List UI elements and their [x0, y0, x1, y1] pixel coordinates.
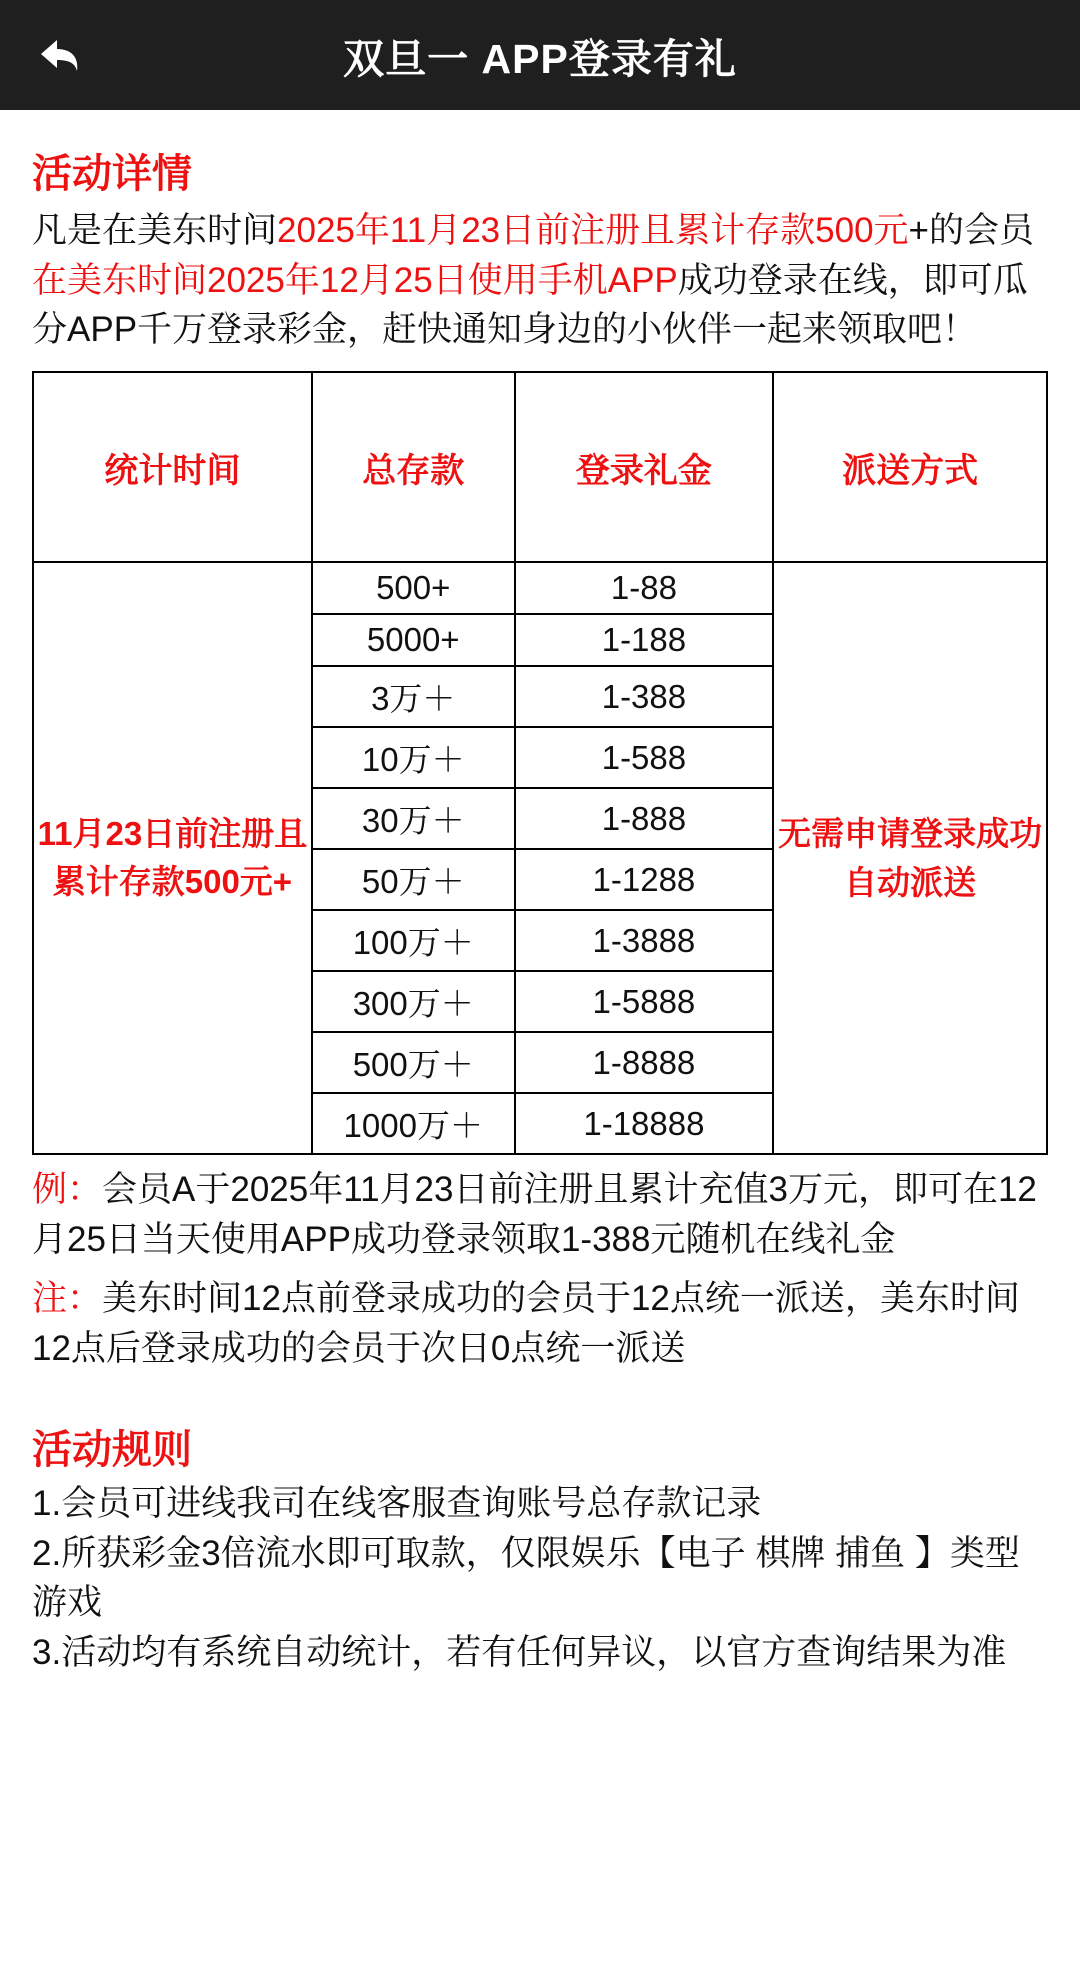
cell-deposit: 3万＋: [312, 666, 515, 727]
table-header-stat-time: 统计时间: [33, 372, 312, 562]
details-part-1: 2025年11月23日前注册且累计存款500元: [277, 211, 909, 250]
back-arrow-icon: [33, 27, 89, 83]
details-part-2: +的会员: [908, 211, 1034, 250]
cell-gift: 1-5888: [515, 971, 774, 1032]
example-label: 例：: [32, 1170, 103, 1210]
example-text: 会员A于2025年11月23日前注册且累计充值3万元，即可在12月25日当天使用APP成功登录领取1-388元随机在线礼金: [32, 1170, 1037, 1259]
rule-item-2: 2.所获彩金3倍流水即可取款，仅限娱乐【电子 棋牌 捕鱼 】类型游戏: [32, 1533, 1020, 1623]
remark-text: 美东时间12点前登录成功的会员于12点统一派送，美东时间12点后登录成功的会员于次日0点统一派送: [32, 1279, 1020, 1369]
table-header-deposit: 总存款: [312, 372, 515, 562]
page-content: [0, 110, 1080, 1718]
cell-stat-time: 11月23日前注册且累计存款500元+: [33, 562, 312, 1154]
rule-item-1: 1.会员可进线我司在线客服查询账号总存款记录: [32, 1483, 762, 1523]
cell-deposit: 100万＋: [312, 910, 515, 971]
cell-deposit: 500万＋: [312, 1032, 515, 1093]
cell-gift: 1-1288: [515, 849, 774, 910]
rule-item-3: 3.活动均有系统自动统计，若有任何异议，以官方查询结果为准: [32, 1632, 1007, 1672]
cell-gift: 1-588: [515, 727, 774, 788]
cell-gift: 1-188: [515, 614, 774, 666]
cell-send-method: 无需申请登录成功自动派送: [773, 562, 1047, 1154]
app-header: [0, 0, 1080, 110]
cell-deposit: 1000万＋: [312, 1093, 515, 1154]
cell-gift: 1-388: [515, 666, 774, 727]
cell-gift: 1-3888: [515, 910, 774, 971]
details-part-4: 成功登录在线，即可瓜分APP千万登录彩金，赶快通知身边的小伙伴一起来领取吧！: [32, 260, 1028, 350]
cell-gift: 1-888: [515, 788, 774, 849]
table-header-row: [33, 372, 1047, 562]
remark-note: [32, 1274, 1048, 1373]
details-paragraph: [32, 206, 1048, 355]
table-header-send-method: 派送方式: [773, 372, 1047, 562]
cell-gift: 1-88: [515, 562, 774, 614]
details-heading: 活动详情: [32, 152, 192, 196]
cell-deposit: 500+: [312, 562, 515, 614]
details-part-3: 在美东时间2025年12月25日使用手机APP: [32, 260, 678, 300]
details-part-0: 凡是在美东时间: [32, 211, 278, 250]
cell-gift: 1-18888: [515, 1093, 774, 1154]
table-row: [33, 562, 1047, 614]
cell-gift: 1-8888: [515, 1032, 774, 1093]
table-header-gift: 登录礼金: [515, 372, 774, 562]
rules-heading: 活动规则: [32, 1427, 192, 1472]
cell-deposit: 10万＋: [312, 727, 515, 788]
remark-label: 注：: [32, 1279, 103, 1319]
promo-table-wrapper: [32, 371, 1048, 1155]
back-button[interactable]: [28, 22, 94, 88]
cell-deposit: 30万＋: [312, 788, 515, 849]
page-title: 双旦一 APP登录有礼: [343, 35, 737, 82]
cell-deposit: 50万＋: [312, 849, 515, 910]
promo-table: [32, 371, 1048, 1155]
example-note: [32, 1165, 1048, 1264]
cell-deposit: 300万＋: [312, 971, 515, 1032]
cell-deposit: 5000+: [312, 614, 515, 666]
